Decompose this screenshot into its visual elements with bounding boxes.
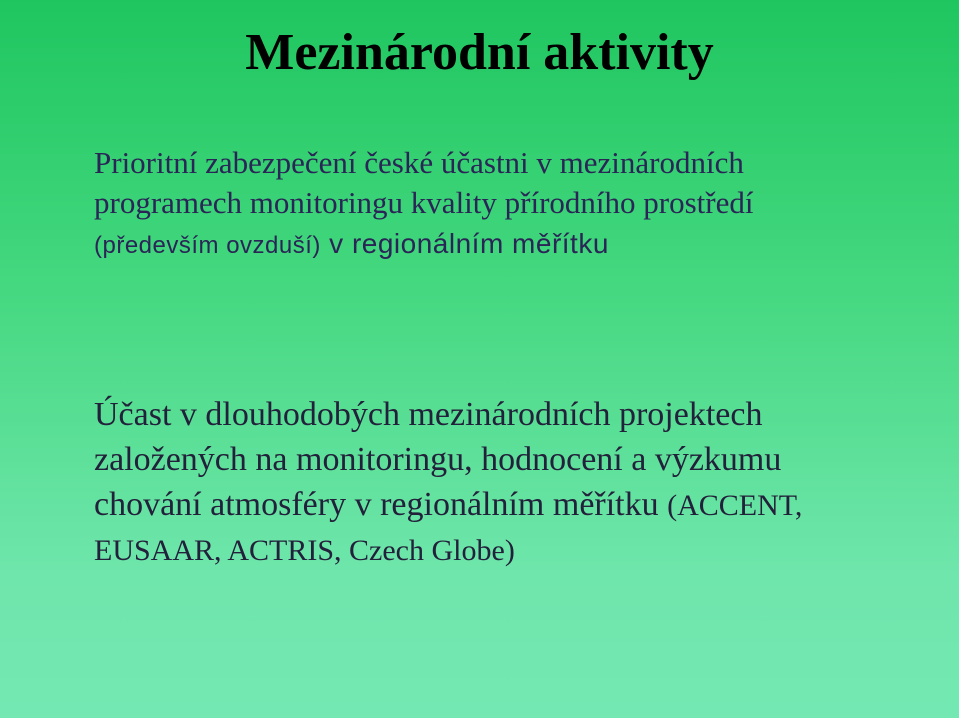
paragraph-priority-line-2: programech monitoringu kvality přírodního prostředí [94,185,754,220]
paragraph-priority-line-3 [94,223,914,266]
paragraph-participation-line-2: založených na monitoringu, hodnocení a výzkumu [94,441,782,478]
paragraph-priority-line-1: Prioritní zabezpečení české účastni v mezinárodních [94,145,744,180]
paragraph-priority-line-3-part-2: v regionálním měřítku [320,228,609,259]
paragraph-participation-line-1: Účast v dlouhodobých mezinárodních projektech [94,396,763,433]
slide-title: Mezinárodní aktivity [245,24,714,81]
paragraph-priority-line-3-part-1: (především ovzduší) [94,232,321,259]
paragraph-participation-line-3 [94,482,914,528]
paragraph-participation-line-3-part-2: (ACCENT, [667,489,803,522]
paragraph-participation [94,392,914,573]
paragraph-priority [94,143,914,266]
paragraph-participation-line-4: EUSAAR, ACTRIS, Czech Globe) [94,534,515,567]
paragraph-participation-line-3-part-1: chování atmosféry v regionálním měřítku [94,486,668,523]
